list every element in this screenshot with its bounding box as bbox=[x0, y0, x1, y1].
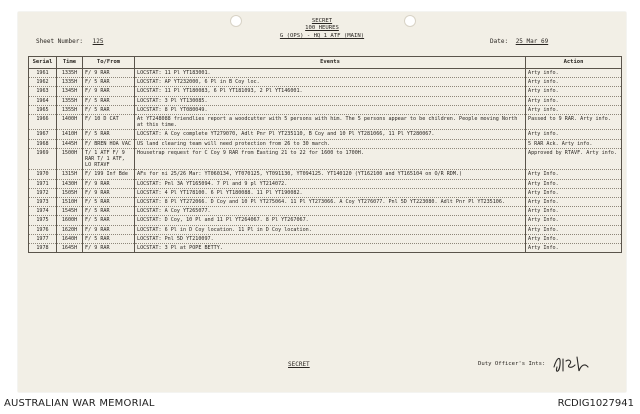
archive-credit: AUSTRALIAN WAR MEMORIAL bbox=[4, 398, 155, 409]
cell-tofrom: F/ 10 D CAT bbox=[83, 115, 135, 130]
cell-event: AFs for ni 25/26 Mar: YT060134, YT070125, YT091130, YT094125. YT140120 (YT162100 and YT165104 on O/R RDM.) bbox=[135, 170, 526, 179]
cell-tofrom: F/ 9 RAR bbox=[83, 225, 135, 234]
cell-serial: 1967 bbox=[29, 130, 57, 139]
cell-event: LOCSTAT: AP YT232000, 6 Pl in B Coy loc. bbox=[135, 78, 526, 87]
cell-action: Arty info. bbox=[526, 87, 622, 96]
cell-serial: 1978 bbox=[29, 244, 57, 253]
cell-action: Arty Info. bbox=[526, 244, 622, 253]
duty-officer-label: Duty Officer's Ints: bbox=[478, 361, 546, 367]
cell-event: LOCSTAT: 4 Pl YT178100. 6 Pl YT180088. 11 Pl YT190082. bbox=[135, 188, 526, 197]
cell-serial: 1965 bbox=[29, 105, 57, 114]
cell-time: 1345H bbox=[57, 87, 83, 96]
cell-time: 1355H bbox=[57, 105, 83, 114]
cell-event: LOCSTAT: 11 Pl YT180083, 6 Pl YT181093, 2 Pl YT146001. bbox=[135, 87, 526, 96]
table-row bbox=[29, 234, 622, 243]
classification-top: SECRET bbox=[311, 18, 333, 24]
date-value: 25 Mar 69 bbox=[515, 38, 549, 45]
log-body bbox=[29, 69, 622, 253]
cell-tofrom: F/ 5 RAR bbox=[83, 96, 135, 105]
cell-time: 1335H bbox=[57, 69, 83, 78]
cell-time: 1545H bbox=[57, 207, 83, 216]
table-row bbox=[29, 225, 622, 234]
cell-tofrom: F/ 9 RAR bbox=[83, 188, 135, 197]
cell-action: Arty info. bbox=[526, 78, 622, 87]
cell-serial: 1966 bbox=[29, 115, 57, 130]
cell-serial: 1976 bbox=[29, 225, 57, 234]
table-row bbox=[29, 87, 622, 96]
table-row bbox=[29, 198, 622, 207]
cell-tofrom: F/ 5 RAR bbox=[83, 234, 135, 243]
cell-event: LOCSTAT: D Coy, 10 Pl and 11 Pl YT264067. 8 Pl YT267067. bbox=[135, 216, 526, 225]
handwritten-initials-signature bbox=[551, 353, 591, 375]
cell-action: Arty info. bbox=[526, 69, 622, 78]
cell-tofrom: F/ BREN HOA VAC bbox=[83, 139, 135, 148]
cell-time: 1505H bbox=[57, 188, 83, 197]
column-header-events: Events bbox=[135, 57, 526, 69]
cell-serial: 1962 bbox=[29, 78, 57, 87]
cell-action: Arty info. bbox=[526, 130, 622, 139]
sheet-date bbox=[490, 38, 548, 45]
cell-time: 1620H bbox=[57, 225, 83, 234]
cell-time: 1645H bbox=[57, 244, 83, 253]
cell-tofrom: T/ 1 ATF F/ 9 RAR T/ 1 ATF, LO RTAVF bbox=[83, 148, 135, 170]
cell-time: 1430H bbox=[57, 179, 83, 188]
date-label: Date: bbox=[490, 38, 509, 45]
header-center bbox=[18, 18, 626, 40]
archive-reference-id: RCDIG1027941 bbox=[557, 398, 634, 409]
table-row bbox=[29, 115, 622, 130]
table-row bbox=[29, 139, 622, 148]
cell-serial: 1971 bbox=[29, 179, 57, 188]
cell-tofrom: F/ 9 RAR bbox=[83, 244, 135, 253]
column-header-tofrom: To/From bbox=[83, 57, 135, 69]
cell-action: Arty Info. bbox=[526, 207, 622, 216]
table-row bbox=[29, 188, 622, 197]
cell-serial: 1972 bbox=[29, 188, 57, 197]
cell-event: LOCSTAT: A Coy complete YT279070, Adlt Pnr Pl YT235110, B Coy and 10 Pl YT281066, 11 Pl YT280067. bbox=[135, 130, 526, 139]
cell-event: LOCSTAT: Pnl 5D YT210097. bbox=[135, 234, 526, 243]
cell-action: 5 RAR Ack. Arty info. bbox=[526, 139, 622, 148]
cell-tofrom: F/ 5 RAR bbox=[83, 198, 135, 207]
cell-event: LOCSTAT: 3 Pl at POPE BETTY. bbox=[135, 244, 526, 253]
cell-event: LOCSTAT: A Coy YT265077. bbox=[135, 207, 526, 216]
table-row bbox=[29, 207, 622, 216]
cell-event: Housetrap request for C Coy 9 RAR from Easting 21 to 22 for 1600 to 1700H. bbox=[135, 148, 526, 170]
cell-tofrom: F/ 5 RAR bbox=[83, 207, 135, 216]
cell-event: At YT248088 friendlies report a woodcutter with 5 persons with him. The 5 persons appear to be children. People moving North at this time. bbox=[135, 115, 526, 130]
cell-serial: 1969 bbox=[29, 148, 57, 170]
table-row bbox=[29, 170, 622, 179]
cell-serial: 1963 bbox=[29, 87, 57, 96]
cell-action: Arty Info. bbox=[526, 179, 622, 188]
table-row bbox=[29, 78, 622, 87]
cell-time: 1400H bbox=[57, 115, 83, 130]
table-row bbox=[29, 216, 622, 225]
cell-serial: 1961 bbox=[29, 69, 57, 78]
cell-action: Passed to 9 RAR. Arty info. bbox=[526, 115, 622, 130]
cell-event: LOCSTAT: 8 Pl YT272066. D Coy and 10 Pl YT275064. 11 Pl YT273066. A Coy YT276077. Pnl 5D YT223080. Adlt Pnr Pl YT235106. bbox=[135, 198, 526, 207]
cell-tofrom: F/ 199 Inf Bde bbox=[83, 170, 135, 179]
cell-action: Arty Info. bbox=[526, 198, 622, 207]
cell-time: 1335H bbox=[57, 78, 83, 87]
cell-event: LOCSTAT: 11 Pl YT183001. bbox=[135, 69, 526, 78]
column-header-time: Time bbox=[57, 57, 83, 69]
cell-tofrom: F/ 5 RAR bbox=[83, 78, 135, 87]
cell-action: Approved by RTAVF. Arty info. bbox=[526, 148, 622, 170]
cell-tofrom: F/ 5 RAR bbox=[83, 130, 135, 139]
cell-serial: 1975 bbox=[29, 216, 57, 225]
cell-action: Arty Info. bbox=[526, 216, 622, 225]
table-row bbox=[29, 69, 622, 78]
cell-serial: 1968 bbox=[29, 139, 57, 148]
cell-event: US land clearing team will need protection from 26 to 30 march. bbox=[135, 139, 526, 148]
cell-event: LOCSTAT: 8 Pl YT080049. bbox=[135, 105, 526, 114]
cell-time: 1355H bbox=[57, 96, 83, 105]
column-header-serial: Serial bbox=[29, 57, 57, 69]
cell-action: Arty Info. bbox=[526, 170, 622, 179]
cell-time: 1600H bbox=[57, 216, 83, 225]
cell-time: 1315H bbox=[57, 170, 83, 179]
cell-serial: 1974 bbox=[29, 207, 57, 216]
table-row bbox=[29, 244, 622, 253]
unit-line: G (OPS) - HQ 1 ATF (MAIN) bbox=[279, 33, 365, 39]
cell-event: LOCSTAT: Pnl 3A YT165094. 7 Pl and 9 pl YT214072. bbox=[135, 179, 526, 188]
cell-tofrom: F/ 9 RAR bbox=[83, 179, 135, 188]
cell-time: 1640H bbox=[57, 234, 83, 243]
table-row bbox=[29, 179, 622, 188]
log-sheet bbox=[18, 12, 626, 392]
cell-action: Arty info. bbox=[526, 105, 622, 114]
classification-bottom: SECRET bbox=[288, 361, 310, 368]
cell-tofrom: F/ 9 RAR bbox=[83, 69, 135, 78]
cell-time: 1445H bbox=[57, 139, 83, 148]
cell-event: LOCSTAT: 6 Pl in D Coy location. 11 Pl in D Coy location. bbox=[135, 225, 526, 234]
cell-action: Arty info. bbox=[526, 96, 622, 105]
copy-line: 100 HEURES bbox=[305, 25, 339, 31]
column-header-action: Action bbox=[526, 57, 622, 69]
sheet-label: Sheet Number: bbox=[36, 38, 83, 45]
cell-action: Arty Info. bbox=[526, 234, 622, 243]
cell-time: 1500H bbox=[57, 148, 83, 170]
cell-event: LOCSTAT: 3 Pl YT130085. bbox=[135, 96, 526, 105]
cell-tofrom: F/ 5 RAR bbox=[83, 105, 135, 114]
table-row bbox=[29, 96, 622, 105]
sheet-value: 125 bbox=[92, 38, 104, 45]
cell-action: Arty Info. bbox=[526, 188, 622, 197]
sheet-number bbox=[36, 38, 103, 45]
log-table bbox=[28, 56, 622, 253]
cell-time: 1510H bbox=[57, 198, 83, 207]
cell-action: Arty Info. bbox=[526, 225, 622, 234]
cell-serial: 1964 bbox=[29, 96, 57, 105]
table-header-row bbox=[29, 57, 622, 69]
table-row bbox=[29, 105, 622, 114]
cell-tofrom: F/ 9 RAR bbox=[83, 87, 135, 96]
cell-tofrom: F/ 5 RAR bbox=[83, 216, 135, 225]
cell-serial: 1973 bbox=[29, 198, 57, 207]
cell-serial: 1970 bbox=[29, 170, 57, 179]
table-row bbox=[29, 148, 622, 170]
cell-time: 1410H bbox=[57, 130, 83, 139]
table-row bbox=[29, 130, 622, 139]
cell-serial: 1977 bbox=[29, 234, 57, 243]
